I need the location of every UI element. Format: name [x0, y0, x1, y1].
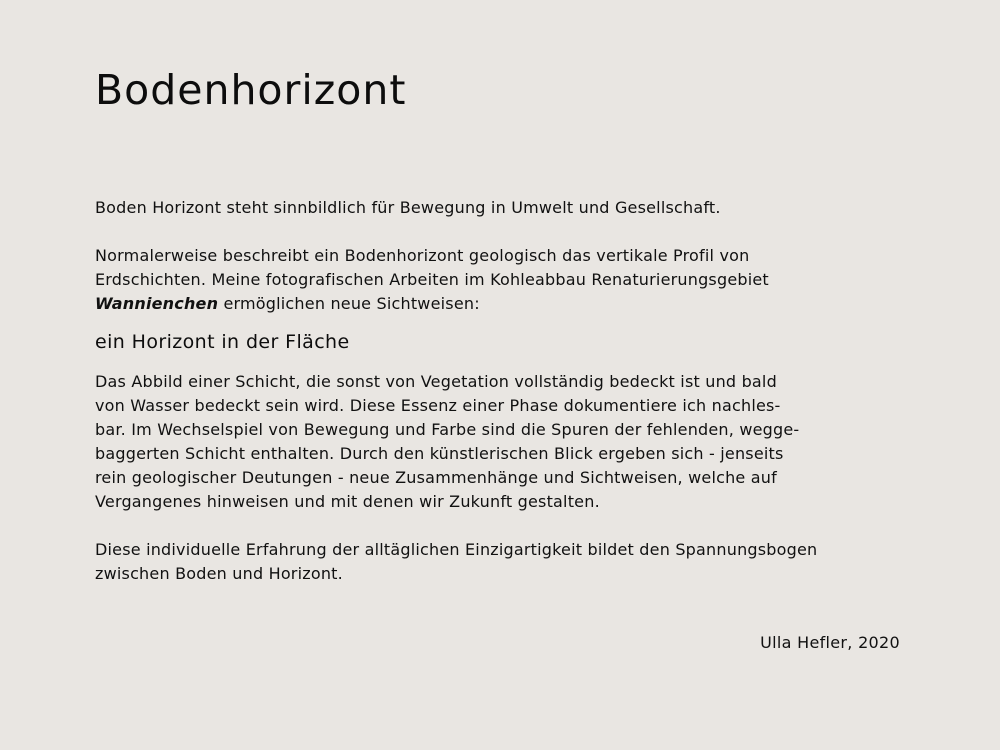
closing-line-2: zwischen Boden und Horizont. [95, 564, 343, 583]
closing-paragraph [95, 538, 900, 586]
document-page [95, 0, 900, 750]
section-subheading: ein Horizont in der Fläche [95, 331, 350, 353]
essay-line: rein geologischer Deutungen - neue Zusammenhänge und Sichtweisen, welche auf [95, 468, 777, 487]
essay-line: Vergangenes hinweisen und mit denen wir Zukunft gestalten. [95, 492, 600, 511]
essay-line: baggerten Schicht enthalten. Durch den künstlerischen Blick ergeben sich - jenseits [95, 444, 784, 463]
paragraph-spacer [95, 220, 900, 244]
body-text [95, 196, 900, 586]
closing-line-1: Diese individuelle Erfahrung der alltäglichen Einzigartigkeit bildet den Spannungsbogen [95, 540, 818, 559]
description-paragraph [95, 244, 900, 316]
location-name: Wannienchen [95, 294, 219, 313]
description-line-2: Erdschichten. Meine fotografischen Arbeiten im Kohleabbau Renaturierungsgebiet [95, 270, 769, 289]
description-line-1: Normalerweise beschreibt ein Bodenhorizont geologisch das vertikale Profil von [95, 246, 750, 265]
essay-line: bar. Im Wechselspiel von Bewegung und Farbe sind die Spuren der fehlenden, wegge- [95, 420, 800, 439]
description-line-3 [95, 292, 900, 316]
page-title: Bodenhorizont [95, 66, 407, 114]
paragraph-spacer [95, 514, 900, 538]
author-signature: Ulla Hefler, 2020 [760, 633, 900, 652]
essay-line: von Wasser bedeckt sein wird. Diese Essenz einer Phase dokumentiere ich nachles- [95, 396, 781, 415]
essay-line: Das Abbild einer Schicht, die sonst von Vegetation vollständig bedeckt ist und bald [95, 372, 777, 391]
intro-line: Boden Horizont steht sinnbildlich für Bewegung in Umwelt und Gesellschaft. [95, 198, 721, 217]
essay-paragraph [95, 370, 900, 514]
description-line-3-rest: ermöglichen neue Sichtweisen: [218, 294, 480, 313]
intro-paragraph [95, 196, 900, 220]
